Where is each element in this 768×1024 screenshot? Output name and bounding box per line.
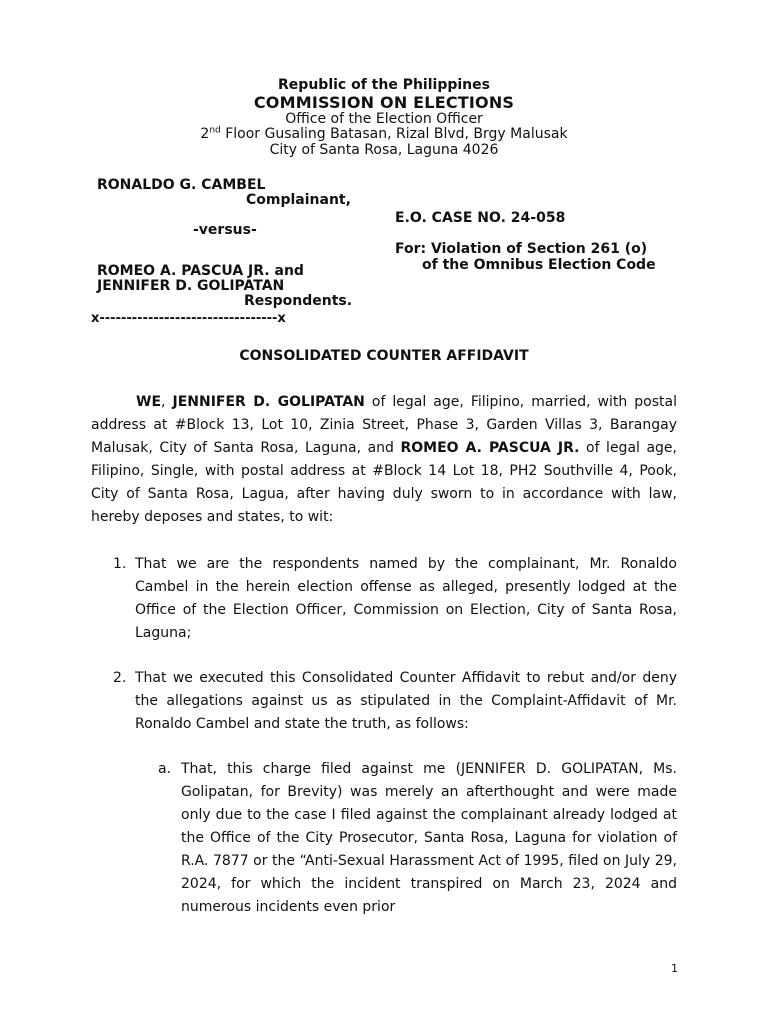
subitem-a-letter: a. bbox=[158, 761, 172, 777]
header-city: City of Santa Rosa, Laguna 4026 bbox=[269, 142, 499, 158]
address-floor-number: 2 bbox=[200, 126, 210, 142]
address-rest: Floor Gusaling Batasan, Rizal Blvd, Brgy Malusak bbox=[220, 126, 568, 142]
subitem-a-text: That, this charge filed against me (JENNIFER D. GOLIPATAN, Ms. Golipatan, for Brevity) was merely an afterthought and were made only due to the case I filed against the complainant already lodged at the Office of the City Prosecutor, Santa Rosa, Laguna for violation of R.A. 7877 or the “Anti-Sexual Harassment Act of 1995, filed on July 29, 2024, for which the incident transpired on March 23, 2024 and numerous incidents even prior bbox=[181, 761, 677, 915]
intro-comma: , bbox=[161, 394, 173, 410]
page-number: 1 bbox=[671, 962, 678, 975]
complainant-name: RONALDO G. CAMBEL bbox=[97, 177, 266, 193]
intro-name-2: ROMEO A. PASCUA JR. bbox=[400, 440, 580, 456]
header-address bbox=[0, 126, 768, 142]
respondent-1: ROMEO A. PASCUA JR. and bbox=[97, 263, 304, 279]
item-1-text: That we are the respondents named by the complainant, Mr. Ronaldo Cambel in the herein election offense as alleged, presently lodged at the Office of the Election Officer, Commission on Election, City of Santa Rosa, Laguna; bbox=[135, 556, 677, 641]
document-title: CONSOLIDATED COUNTER AFFIDAVIT bbox=[239, 348, 529, 364]
intro-name-1: JENNIFER D. GOLIPATAN bbox=[172, 394, 365, 410]
intro-text-1: of legal age, Filipino, married, with postal address at #Block 13, Lot 10, Zinia Street, Phase 3, Garden Villas 3, Barangay Malusak, City of Santa Rosa, Laguna, and bbox=[91, 394, 677, 456]
versus-label: -versus- bbox=[193, 222, 257, 238]
case-violation-line1: For: Violation of Section 261 (o) bbox=[395, 241, 648, 257]
intro-we: WE bbox=[136, 394, 162, 410]
header-commission: COMMISSION ON ELECTIONS bbox=[253, 93, 515, 112]
respondent-2: JENNIFER D. GOLIPATAN bbox=[97, 278, 285, 294]
case-number: E.O. CASE NO. 24-058 bbox=[395, 210, 566, 226]
item-2-number: 2. bbox=[113, 670, 127, 686]
header-office: Office of the Election Officer bbox=[285, 111, 483, 127]
intro-text-2: of legal age, Filipino, Single, with postal address at #Block 14 Lot 18, PH2 Southville 4, Pook, City of Santa Rosa, Lagua, after having duly sworn to in accordance with law, hereby deposes and states, to wit: bbox=[91, 440, 677, 525]
caption-separator: x---------------------------------x bbox=[91, 311, 286, 326]
header-republic: Republic of the Philippines bbox=[278, 77, 490, 93]
intro-paragraph bbox=[91, 391, 677, 529]
case-violation-line2: of the Omnibus Election Code bbox=[422, 257, 656, 273]
address-floor-suffix: nd bbox=[209, 125, 221, 136]
respondents-label: Respondents. bbox=[244, 293, 353, 309]
item-1-number: 1. bbox=[113, 556, 127, 572]
complainant-label: Complainant, bbox=[246, 192, 351, 208]
item-2-text: That we executed this Consolidated Counter Affidavit to rebut and/or deny the allegations against us as stipulated in the Complaint-Affidavit of Mr. Ronaldo Cambel and state the truth, as follows: bbox=[135, 670, 677, 732]
